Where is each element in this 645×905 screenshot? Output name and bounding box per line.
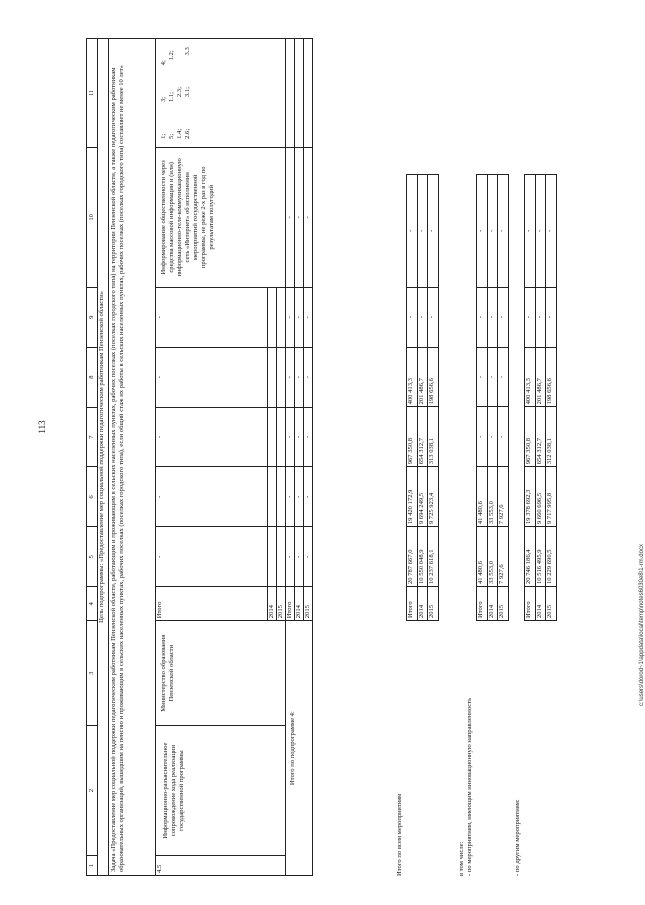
value-cell: - (487, 407, 498, 467)
table-row (487, 175, 498, 621)
value-cell: - (295, 147, 304, 287)
value-cell: - (546, 175, 557, 288)
value-cell: 33 553,0 (487, 467, 498, 527)
value-cell: - (477, 175, 488, 288)
value-cell: 20 746 186,4 (525, 527, 536, 587)
value-cell: - (156, 347, 268, 407)
period-cell: Итого (477, 587, 488, 621)
value-cell: - (286, 467, 295, 527)
period-cell: Итого (407, 587, 418, 621)
value-cell: - (535, 175, 546, 288)
row-number: 4.5 (156, 856, 286, 876)
col-number: 6 (87, 467, 98, 527)
value-cell: 19 378 692,3 (525, 467, 536, 527)
other-measures-table (524, 174, 557, 621)
executor: Министерство образования Пензенской области (156, 621, 286, 726)
value-cell: - (487, 175, 498, 288)
table-row (156, 39, 268, 876)
value-cell: - (156, 467, 268, 527)
col-number: 9 (87, 287, 98, 347)
value-cell: 41 480,6 (477, 527, 488, 587)
table-row (498, 175, 509, 621)
value-cell: - (156, 407, 268, 467)
value-cell: 33 553,0 (487, 527, 498, 587)
col-number: 3 (87, 621, 98, 726)
value-cell: 198 656,6 (428, 347, 439, 407)
value-cell: - (417, 175, 428, 288)
table-row (535, 175, 546, 621)
subprogram-goal: Цель подпрограммы: «Предоставление мер социальной поддержки педагогическим работникам Пензенской области» (98, 39, 109, 876)
value-cell: 10 550 048,9 (417, 527, 428, 587)
value-cell: 9 725 923,4 (428, 467, 439, 527)
value-cell: - (295, 407, 304, 467)
table-row (477, 175, 488, 621)
value-cell: - (295, 527, 304, 587)
value-cell: - (487, 287, 498, 347)
measure-name: Информационно-разъяснительное сопровождение хода реализации государственной программы (156, 726, 286, 856)
period-cell: 2014 (535, 587, 546, 621)
value-cell: - (304, 347, 313, 407)
value-cell: 10 237 618,1 (428, 527, 439, 587)
value-cell: - (525, 287, 536, 347)
value-cell: 313 038,1 (428, 407, 439, 467)
footer-file-path: c:\users\dorod~1\appdata\local\temp\notes6030e8\1-rm.docx (639, 544, 645, 706)
value-cell: - (156, 287, 268, 347)
value-cell: - (498, 407, 509, 467)
value-cell: 654 312,7 (417, 407, 428, 467)
period-cell: 2015 (428, 587, 439, 621)
value-cell: 7 927,6 (498, 527, 509, 587)
value-cell: - (417, 287, 428, 347)
value-cell: - (498, 175, 509, 288)
value-cell: - (407, 287, 418, 347)
period-cell: Итого (525, 587, 536, 621)
value-cell: - (286, 407, 295, 467)
value-cell: - (304, 287, 313, 347)
value-cell: - (525, 175, 536, 288)
indicator-codes: 1; 3; 4; 5; 1.1; 1.2; 1.4; 2.3; 2.6; 3.1; 3.3 (156, 39, 286, 148)
value-cell: - (304, 407, 313, 467)
period-cell: Итого (156, 587, 268, 621)
page-number: 113 (37, 420, 47, 434)
period-cell: 2015 (304, 587, 313, 621)
value-cell: - (156, 527, 268, 587)
table-row (428, 175, 439, 621)
value-cell: - (477, 347, 488, 407)
value-cell: 19 420 172,9 (407, 467, 418, 527)
period-cell: 2015 (277, 587, 286, 621)
value-cell: 967 350,8 (525, 407, 536, 467)
value-cell: - (286, 287, 295, 347)
period-cell: 2014 (487, 587, 498, 621)
table-row (546, 175, 557, 621)
value-cell: 312 038,1 (546, 407, 557, 467)
value-cell: - (546, 287, 557, 347)
period-cell: 2014 (295, 587, 304, 621)
value-cell: 7 927,6 (498, 467, 509, 527)
value-cell: - (477, 407, 488, 467)
col-number: 10 (87, 147, 98, 287)
period-cell: 2014 (268, 587, 277, 621)
col-number: 1 (87, 856, 98, 876)
value-cell: 9 694 249,5 (417, 467, 428, 527)
value-cell: - (295, 467, 304, 527)
value-cell: 10 229 690,5 (546, 527, 557, 587)
rotated-page (86, 30, 626, 880)
value-cell: - (487, 347, 498, 407)
col-number: 8 (87, 347, 98, 407)
col-number: 2 (87, 726, 98, 856)
value-cell: 10 516 495,9 (535, 527, 546, 587)
subprogram-task: Задача «Предоставление мер социальной поддержки педагогическим работникам Пензенской области, работающим и проживающим в сельских населенных пунктах, рабочих поселках (поселках городского типа) на территории Пензенской области, а также педагогическим работникам образовательных организаций, вышедшим на пенсию и проживающим в сельских населенных пунктах, рабочих поселках (поселках городского типа), если общий стаж их работы в сельских населенных пунктах, рабочих поселках (поселках городского типа) составляет не менее 10 лет» (109, 39, 156, 876)
value-cell: 41 480,6 (477, 467, 488, 527)
table-row (417, 175, 428, 621)
value-cell: - (428, 175, 439, 288)
value-cell: - (286, 347, 295, 407)
including-label: в том числе: (458, 841, 465, 876)
period-cell: 2015 (546, 587, 557, 621)
innovative-table (476, 174, 509, 621)
value-cell: 400 413,3 (525, 347, 536, 407)
value-cell: - (295, 347, 304, 407)
value-cell: - (498, 347, 509, 407)
indicator-text: Информирование общественности через средства массовой информации и (или) информационно-теле-коммуникационную сеть «Интернет» об исполнении мероприятий государственной программы, не реже 2-х раз в год по результатам полугодий (156, 147, 286, 287)
table-row (286, 39, 295, 876)
value-cell: - (304, 467, 313, 527)
value-cell: 9 717 995,8 (546, 467, 557, 527)
col-number: 5 (87, 527, 98, 587)
innovative-label: - по мероприятиям, имеющим инновационную направленность (466, 697, 473, 876)
value-cell: - (477, 287, 488, 347)
period-cell: Итого (286, 587, 295, 621)
column-number-row (87, 39, 98, 876)
value-cell: - (498, 287, 509, 347)
all-measures-label: Итого по всем мероприятиям (396, 793, 403, 876)
value-cell: 20 787 667,0 (407, 527, 418, 587)
col-number: 4 (87, 587, 98, 621)
program-table (86, 38, 313, 876)
table-row (525, 175, 536, 621)
period-cell: 2014 (417, 587, 428, 621)
value-cell: - (304, 527, 313, 587)
col-number: 7 (87, 407, 98, 467)
table-row (407, 175, 418, 621)
value-cell: 201 486,7 (535, 347, 546, 407)
value-cell: 400 413,3 (407, 347, 418, 407)
value-cell: - (428, 287, 439, 347)
value-cell: - (286, 147, 295, 287)
other-measures-label: - по другим мероприятиям: (514, 799, 521, 876)
value-cell: 654 312,7 (535, 407, 546, 467)
value-cell: - (407, 175, 418, 288)
value-cell: 198 656,6 (546, 347, 557, 407)
period-cell: 2015 (498, 587, 509, 621)
value-cell: 967 350,8 (407, 407, 418, 467)
col-number: 11 (87, 39, 98, 148)
value-cell: - (535, 287, 546, 347)
value-cell: - (304, 147, 313, 287)
value-cell: - (295, 287, 304, 347)
value-cell: 9 660 696,5 (535, 467, 546, 527)
value-cell: - (286, 527, 295, 587)
all-measures-table (406, 174, 439, 621)
value-cell: 201 486,7 (417, 347, 428, 407)
subtotal-label: Итого по подпрограмме 4: (286, 621, 313, 876)
